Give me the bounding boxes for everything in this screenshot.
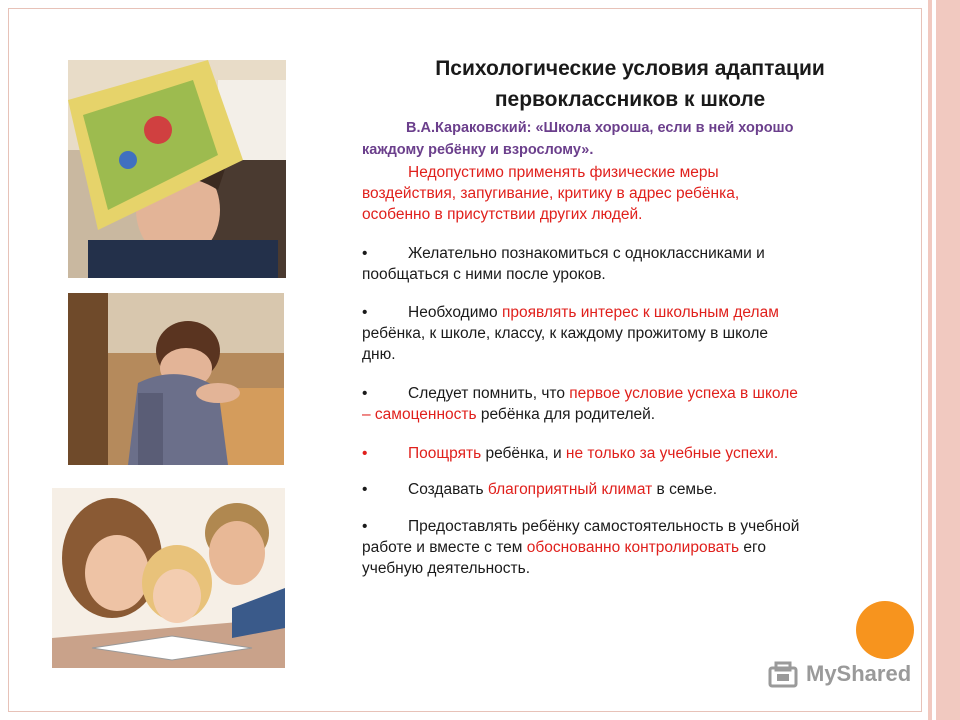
watermark-text: MyShared (806, 661, 912, 686)
item-5-pre: Создавать (408, 481, 488, 498)
list-item (362, 302, 887, 365)
item-3-pre: Следует помнить, что (408, 385, 570, 402)
bullet-marker: • (362, 304, 368, 321)
list-item (362, 383, 887, 425)
watermark (768, 658, 928, 694)
item-2-highlight: проявлять интерес к школьным делам (501, 304, 779, 321)
list-item (362, 516, 887, 579)
intro-line-2: воздействия, запугивание, критику в адрес ребёнка, (362, 185, 740, 202)
item-6-line-1: Предоставлять ребёнку самостоятельность в учебной (408, 518, 800, 535)
photo-family-reading (52, 488, 285, 668)
item-6-post: его (739, 539, 766, 556)
bullet-marker: • (362, 385, 368, 402)
photo-boy-with-book (68, 60, 286, 278)
item-4-mid: ребёнка, и (481, 445, 566, 462)
epigraph-quote (362, 117, 882, 161)
list-item (362, 243, 887, 285)
bullet-marker: • (362, 245, 368, 262)
intro-line-3: особенно в присутствии других людей. (362, 206, 643, 223)
side-stripe (928, 0, 932, 720)
list-item (362, 443, 887, 464)
intro-warning (362, 162, 887, 225)
list-item (362, 479, 887, 500)
item-6-pre: работе и вместе с тем (362, 539, 527, 556)
item-3-post: ребёнка для родителей. (476, 406, 656, 423)
item-2-line-3: дню. (362, 346, 396, 363)
item-2-pre: Необходимо (408, 304, 502, 321)
title-line-2: первоклассников к школе (494, 88, 766, 111)
title-line-1: Психологические условия адаптации (435, 57, 825, 80)
bullet-marker: • (362, 481, 368, 498)
quote-line-2: каждому ребёнку и взрослому». (362, 142, 594, 158)
item-5-highlight: благоприятный климат (487, 481, 653, 498)
item-1-line-1: Желательно познакомиться с одноклассниками и (408, 245, 765, 262)
item-2-line-2: ребёнка, к школе, классу, к каждому прожитому в школе (362, 325, 768, 342)
item-6-line-3: учебную деятельность. (362, 560, 531, 577)
bullet-marker: • (362, 518, 368, 535)
slide-title (380, 53, 880, 115)
item-1-line-2: пообщаться с ними после уроков. (362, 266, 606, 283)
item-5-post: в семье. (652, 481, 718, 498)
decorative-circle (856, 601, 914, 659)
item-3-highlight-1: первое условие успеха в школе (569, 385, 798, 402)
quote-line-1: В.А.Караковский: «Школа хороша, если в ней хорошо (406, 120, 794, 136)
intro-line-1: Недопустимо применять физические меры (408, 164, 719, 181)
item-6-highlight: обоснованно контролировать (526, 539, 740, 556)
bullet-marker: • (362, 445, 368, 462)
logo-icon (768, 660, 800, 690)
item-4-highlight-1: Поощрять (408, 445, 482, 462)
item-3-highlight-2: – самоценность (362, 406, 477, 423)
item-4-highlight-2: не только за учебные успехи. (565, 445, 779, 462)
photo-boy-at-desk (68, 293, 284, 465)
side-stripe-wide (936, 0, 960, 720)
